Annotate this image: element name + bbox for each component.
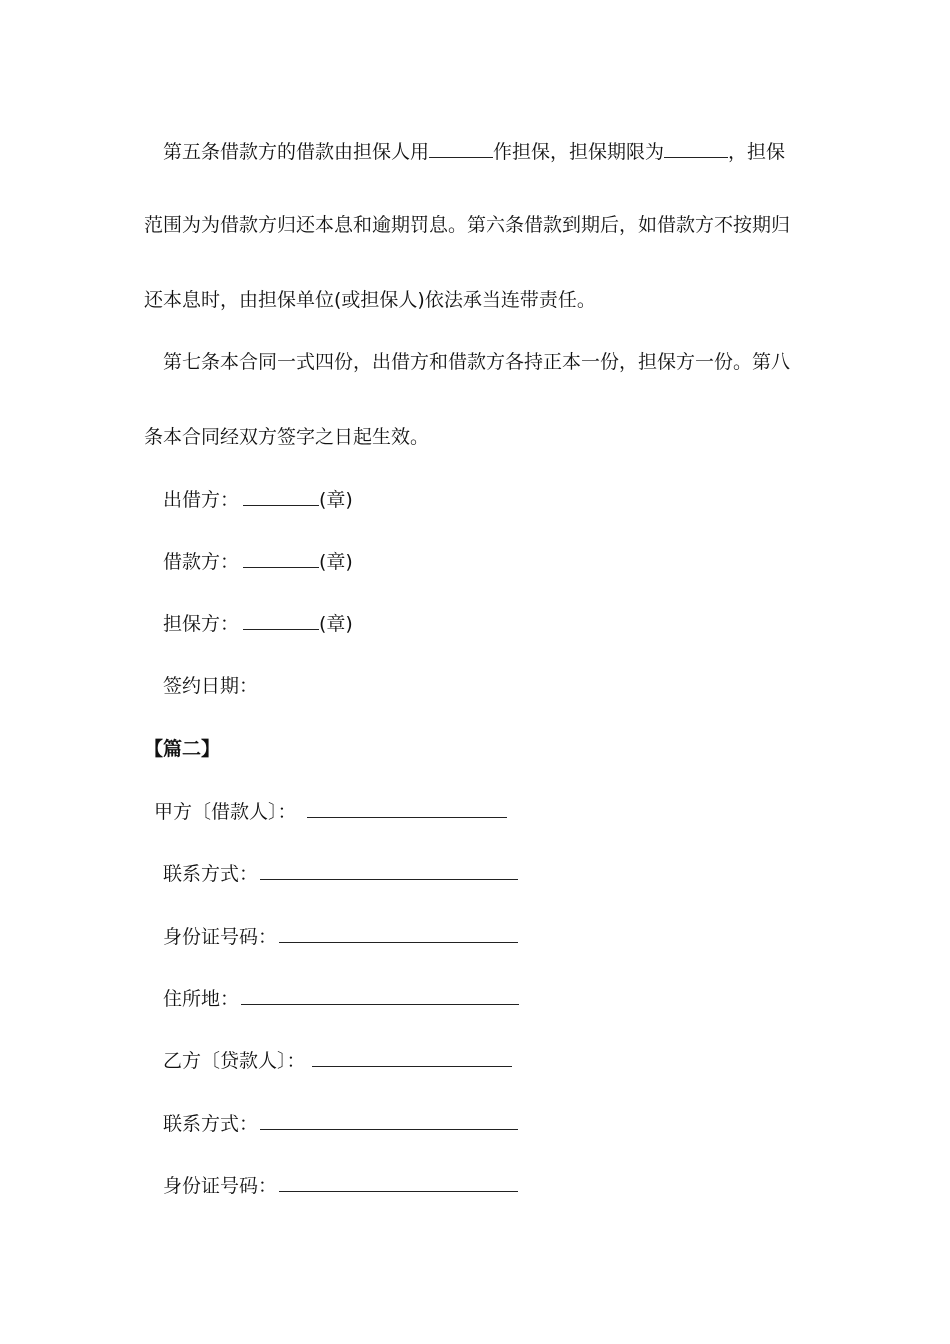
guarantor-blank [243,611,319,630]
contact-b-label: 联系方式： [163,1113,259,1135]
id-b-label: 身份证号码： [163,1175,278,1197]
clause-5-text-c: ，担保 [728,141,786,163]
section-2-heading: 【篇二】 [144,738,221,760]
clause-5-text-b: 作担保，担保期限为 [493,141,665,163]
clause-5-line-3: 还本息时，由担保单位(或担保人)依法承当连带责任。 [144,289,596,311]
clause-5-line-2: 范围为为借款方归还本息和逾期罚息。第六条借款到期后，如借款方不按期归 [144,214,791,236]
borrower-blank [243,549,319,568]
contact-b-line [163,1111,518,1136]
clause-5-line-1 [163,139,785,164]
id-b-blank [279,1173,518,1192]
borrower-seal: (章) [319,551,353,573]
id-a-label: 身份证号码： [163,926,278,948]
lender-seal: (章) [319,489,353,511]
address-a-line [163,986,519,1011]
collateral-blank [429,139,493,158]
clause-5-text-a: 第五条借款方的借款由担保人用 [163,141,430,163]
party-a-blank [307,799,507,818]
clause-7-line-2: 条本合同经双方签字之日起生效。 [144,426,430,448]
clause-7-line-1: 第七条本合同一式四份，出借方和借款方各持正本一份，担保方一份。第八 [163,351,791,373]
party-b-line [163,1048,512,1073]
contact-b-blank [260,1111,518,1130]
party-b-label: 乙方〔贷款人〕： [163,1050,306,1072]
id-a-blank [279,924,518,943]
party-a-line [154,799,507,824]
party-a-label: 甲方〔借款人〕： [154,801,297,823]
lender-label: 出借方： [163,489,240,511]
sign-date-line: 签约日期： [163,675,259,697]
guarantee-period-blank [664,139,728,158]
contact-a-line [163,861,518,886]
contact-a-blank [260,861,518,880]
guarantor-label: 担保方： [163,613,240,635]
guarantor-signature-line [163,611,353,636]
address-a-blank [241,986,519,1005]
id-a-line [163,924,518,949]
address-a-label: 住所地： [163,988,240,1010]
party-b-blank [312,1048,512,1067]
guarantor-seal: (章) [319,613,353,635]
contact-a-label: 联系方式： [163,863,259,885]
lender-signature-line [163,487,353,512]
lender-blank [243,487,319,506]
borrower-signature-line [163,549,353,574]
borrower-label: 借款方： [163,551,240,573]
id-b-line [163,1173,518,1198]
